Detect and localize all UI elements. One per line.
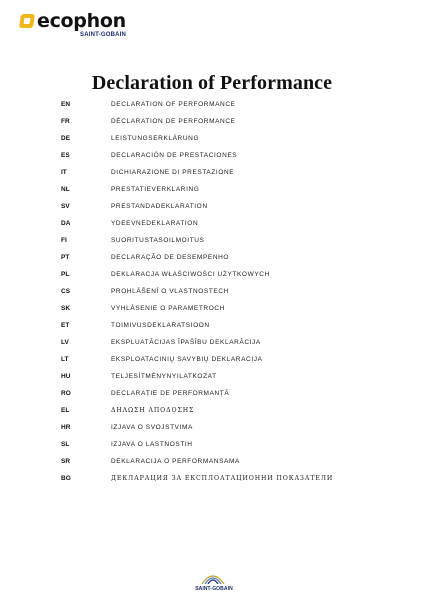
language-code: SK [61, 305, 71, 312]
language-code: RO [61, 390, 71, 397]
language-declaration-title: DECLARAȚIE DE PERFORMANȚĂ [111, 390, 230, 397]
language-code: HU [61, 373, 71, 380]
logo-wordmark: ecophon [37, 10, 126, 32]
ecophon-logo [18, 10, 138, 44]
language-row [0, 270, 424, 287]
language-declaration-title: DECLARATION OF PERFORMANCE [111, 101, 236, 108]
language-declaration-title: SUORITUSTASOILMOITUS [111, 237, 205, 244]
language-row [0, 134, 424, 151]
language-row [0, 389, 424, 406]
language-code: CS [61, 288, 71, 295]
language-code: IT [61, 169, 67, 176]
saint-gobain-logo [190, 572, 238, 594]
language-code: FR [61, 118, 70, 125]
ecophon-logo-icon [19, 14, 35, 28]
language-declaration-title: PROHLÁŠENÍ O VLASTNOSTECH [111, 288, 229, 295]
language-declaration-title: IZJAVA O LASTNOSTIH [111, 441, 193, 448]
language-declaration-title: LEISTUNGSERKLÄRUNG [111, 135, 200, 142]
language-declaration-title: DEKLARACJA WŁAŚCIWOŚCI UŻYTKOWYCH [111, 271, 270, 278]
language-declaration-title: PRESTANDADEKLARATION [111, 203, 208, 210]
language-row [0, 423, 424, 440]
language-row [0, 202, 424, 219]
language-row [0, 338, 424, 355]
language-code: DE [61, 135, 71, 142]
language-declaration-title: DICHIARAZIONE DI PRESTAZIONE [111, 169, 235, 176]
language-declaration-title: IZJAVA O SVOJSTVIMA [111, 424, 193, 431]
language-code: PT [61, 254, 70, 261]
language-row [0, 474, 424, 491]
language-row [0, 100, 424, 117]
language-row [0, 219, 424, 236]
language-row [0, 287, 424, 304]
language-declaration-title: ΔΗΛΩΣΗ ΑΠΟΔΟΣΗΣ [111, 407, 195, 414]
language-row [0, 321, 424, 338]
language-row [0, 457, 424, 474]
language-code: BG [61, 475, 71, 482]
language-code: LV [61, 339, 69, 346]
language-row [0, 406, 424, 423]
language-declaration-title: DÉCLARATION DE PERFORMANCE [111, 118, 236, 125]
language-list [0, 100, 424, 491]
language-row [0, 117, 424, 134]
language-row [0, 253, 424, 270]
language-declaration-title: EKSPLOATACINIŲ SAVYBIŲ DEKLARACIJA [111, 356, 263, 363]
language-code: SL [61, 441, 70, 448]
language-row [0, 168, 424, 185]
language-row [0, 304, 424, 321]
footer-brand: SAINT-GOBAIN [195, 586, 233, 592]
language-row [0, 372, 424, 389]
logo-subbrand: SAINT-GOBAIN [80, 32, 127, 38]
language-code: FI [61, 237, 67, 244]
language-code: SR [61, 458, 71, 465]
language-row [0, 185, 424, 202]
language-code: LT [61, 356, 69, 363]
language-code: EL [61, 407, 70, 414]
language-declaration-title: EKSPLUATĀCIJAS ĪPAŠĪBU DEKLARĀCIJA [111, 339, 261, 346]
language-declaration-title: DEKLARACIJA O PERFORMANSAMA [111, 458, 240, 465]
language-code: EN [61, 101, 71, 108]
language-declaration-title: DECLARAÇÃO DE DESEMPENHO [111, 254, 230, 261]
language-declaration-title: YDEEVNEDEKLARATION [111, 220, 199, 227]
language-code: PL [61, 271, 70, 278]
language-declaration-title: TOIMIVUSDEKLARATSIOON [111, 322, 210, 329]
language-row [0, 440, 424, 457]
language-declaration-title: DECLARACIÓN DE PRESTACIONES [111, 152, 238, 159]
language-row [0, 355, 424, 372]
language-declaration-title: VYHLÁSENIE O PARAMETROCH [111, 305, 225, 312]
language-code: ES [61, 152, 70, 159]
saint-gobain-arch-icon [200, 572, 226, 584]
language-declaration-title: PRESTATIEVERKLARING [111, 186, 200, 193]
language-code: NL [61, 186, 70, 193]
language-code: ET [61, 322, 70, 329]
language-row [0, 236, 424, 253]
language-declaration-title: TELJESÍTMÉNYNYILATKOZAT [111, 373, 217, 380]
language-row [0, 151, 424, 168]
language-code: HR [61, 424, 71, 431]
language-code: DA [61, 220, 71, 227]
page-title: Declaration of Performance [91, 72, 333, 94]
language-declaration-title: ДЕКЛАРАЦИЯ ЗА ЕКСПЛОАТАЦИОННИ ПОКАЗАТЕЛИ [111, 475, 334, 482]
language-code: SV [61, 203, 70, 210]
